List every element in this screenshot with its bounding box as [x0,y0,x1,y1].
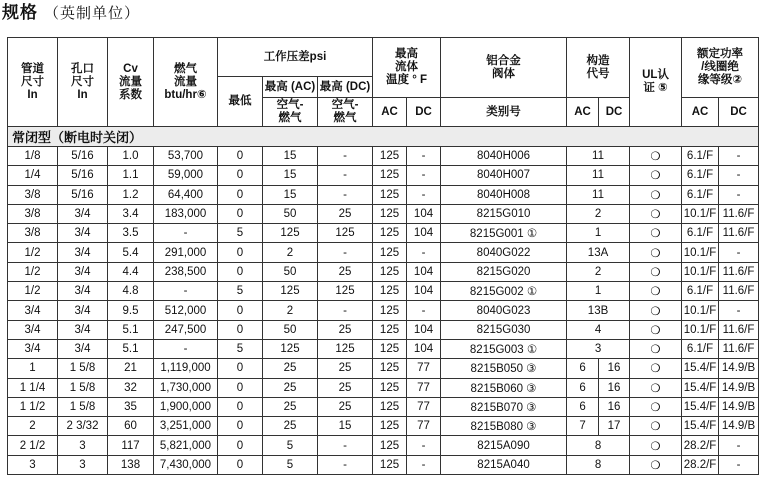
cell-cv: 1.1 [108,166,154,185]
cell-catalog-number: 8215B050 ③ [441,359,567,378]
cell-construction-code: 3 [567,339,630,358]
cell-min-pressure: 0 [218,397,263,416]
cell-construction-code-ac: 7 [567,417,599,436]
heading-title: 规格 [2,3,38,23]
header-catalog: 类别号 [441,98,567,127]
cell-max-ac: 125 [263,339,318,358]
ul-listed-icon: ❍ [630,301,682,320]
header-power: 额定功率 /线圈绝 缘等级② [682,38,759,98]
cell-min-pressure: 0 [218,417,263,436]
cell-max-dc: - [318,436,373,455]
cell-power-ac: 28.2/F [682,455,719,474]
cell-max-ac: 15 [263,166,318,185]
cell-pipe-size: 3/8 [8,204,58,223]
cell-cv: 3.5 [108,224,154,243]
cell-construction-code: 11 [567,166,630,185]
cell-temp-ac: 125 [373,185,407,204]
cell-power-dc: - [719,166,759,185]
cell-orifice-size: 5/16 [58,166,108,185]
cell-max-dc: 25 [318,359,373,378]
cell-max-ac: 2 [263,301,318,320]
cell-construction-code: 2 [567,262,630,281]
cell-max-ac: 15 [263,185,318,204]
cell-pipe-size: 1/2 [8,262,58,281]
ul-listed-icon: ❍ [630,455,682,474]
cell-power-ac: 15.4/F [682,359,719,378]
cell-temp-dc: - [407,436,441,455]
cell-temp-ac: 125 [373,147,407,166]
cell-min-pressure: 0 [218,147,263,166]
cell-construction-code-dc: 16 [599,378,630,397]
cell-gas-flow: 247,500 [154,320,218,339]
cell-construction-code: 11 [567,185,630,204]
cell-cv: 35 [108,397,154,416]
cell-max-dc: 25 [318,320,373,339]
cell-temp-dc: 77 [407,378,441,397]
cell-max-ac: 25 [263,397,318,416]
table-row [8,204,759,223]
cell-gas-flow: - [154,339,218,358]
cell-orifice-size: 1 5/8 [58,359,108,378]
cell-max-dc: 125 [318,339,373,358]
cell-temp-ac: 125 [373,204,407,223]
cell-temp-dc: 104 [407,320,441,339]
cell-max-dc: 25 [318,397,373,416]
cell-cv: 32 [108,378,154,397]
cell-pipe-size: 1 1/2 [8,397,58,416]
cell-catalog-number: 8215A040 [441,455,567,474]
cell-orifice-size: 3/4 [58,204,108,223]
cell-min-pressure: 0 [218,166,263,185]
cell-pipe-size: 3 [8,455,58,474]
cell-catalog-number: 8040G023 [441,301,567,320]
cell-temp-dc: - [407,301,441,320]
cell-gas-flow: 183,000 [154,204,218,223]
cell-power-dc: 11.6/F [719,320,759,339]
cell-power-dc: - [719,455,759,474]
cell-cv: 9.5 [108,301,154,320]
cell-max-ac: 125 [263,282,318,301]
cell-max-ac: 50 [263,204,318,223]
ul-listed-icon: ❍ [630,282,682,301]
cell-gas-flow: 291,000 [154,243,218,262]
cell-temp-ac: 125 [373,397,407,416]
cell-temp-dc: 104 [407,262,441,281]
cell-orifice-size: 3 [58,455,108,474]
header-temp-ac: AC [373,98,407,127]
cell-temp-ac: 125 [373,339,407,358]
cell-cv: 4.4 [108,262,154,281]
ul-listed-icon: ❍ [630,359,682,378]
cell-power-ac: 15.4/F [682,417,719,436]
cell-power-dc: 14.9/B [719,417,759,436]
cell-pipe-size: 2 1/2 [8,436,58,455]
cell-temp-ac: 125 [373,359,407,378]
cell-power-ac: 6.1/F [682,339,719,358]
table-row [8,166,759,185]
cell-orifice-size: 3/4 [58,339,108,358]
cell-construction-code-dc: 16 [599,397,630,416]
ul-listed-icon: ❍ [630,204,682,223]
cell-catalog-number: 8215G030 [441,320,567,339]
header-pipe-size: 管道 尺寸 In [8,38,58,127]
cell-power-dc: 11.6/F [719,262,759,281]
cell-power-ac: 28.2/F [682,436,719,455]
cell-power-dc: - [719,243,759,262]
cell-gas-flow: 1,730,000 [154,378,218,397]
cell-gas-flow: 238,500 [154,262,218,281]
cell-min-pressure: 0 [218,436,263,455]
cell-temp-ac: 125 [373,436,407,455]
cell-pipe-size: 3/4 [8,320,58,339]
ul-listed-icon: ❍ [630,166,682,185]
cell-construction-code-dc: 17 [599,417,630,436]
table-row [8,339,759,358]
table-row [8,320,759,339]
cell-pipe-size: 3/4 [8,301,58,320]
cell-temp-ac: 125 [373,301,407,320]
cell-gas-flow: 1,900,000 [154,397,218,416]
cell-max-dc: - [318,243,373,262]
cell-pipe-size: 1/4 [8,166,58,185]
cell-temp-ac: 125 [373,417,407,436]
cell-catalog-number: 8215B070 ③ [441,397,567,416]
cell-temp-ac: 125 [373,166,407,185]
cell-max-ac: 25 [263,359,318,378]
cell-max-dc: 15 [318,417,373,436]
cell-temp-dc: - [407,166,441,185]
header-power-dc: DC [719,98,759,127]
cell-max-ac: 15 [263,147,318,166]
cell-cv: 60 [108,417,154,436]
header-min: 最低 [218,77,263,127]
cell-max-dc: - [318,147,373,166]
cell-power-dc: - [719,436,759,455]
cell-temp-dc: 77 [407,359,441,378]
cell-construction-code: 1 [567,282,630,301]
cell-pipe-size: 3/4 [8,339,58,358]
cell-power-dc: 11.6/F [719,339,759,358]
cell-orifice-size: 1 5/8 [58,397,108,416]
cell-orifice-size: 2 3/32 [58,417,108,436]
cell-power-dc: - [719,301,759,320]
cell-cv: 117 [108,436,154,455]
cell-catalog-number: 8215G002 ① [441,282,567,301]
page-heading [2,2,140,24]
header-temp-dc: DC [407,98,441,127]
cell-pipe-size: 3/8 [8,224,58,243]
header-ul: UL认 证 ⑤ [630,38,682,127]
cell-catalog-number: 8040H008 [441,185,567,204]
cell-gas-flow: 7,430,000 [154,455,218,474]
cell-construction-code: 1 [567,224,630,243]
cell-max-ac: 50 [263,262,318,281]
ul-listed-icon: ❍ [630,339,682,358]
cell-max-ac: 125 [263,224,318,243]
cell-temp-ac: 125 [373,224,407,243]
cell-temp-dc: - [407,185,441,204]
header-code-ac: AC [567,98,599,127]
cell-gas-flow: - [154,224,218,243]
cell-temp-dc: - [407,147,441,166]
cell-orifice-size: 3/4 [58,282,108,301]
cell-min-pressure: 0 [218,185,263,204]
cell-max-dc: - [318,455,373,474]
cell-cv: 138 [108,455,154,474]
cell-min-pressure: 0 [218,301,263,320]
cell-power-ac: 15.4/F [682,378,719,397]
cell-orifice-size: 3 [58,436,108,455]
header-gas-flow: 燃气 流量 btu/hr⑥ [154,38,218,127]
cell-construction-code-ac: 6 [567,397,599,416]
cell-power-ac: 6.1/F [682,282,719,301]
cell-cv: 1.2 [108,185,154,204]
cell-catalog-number: 8215G001 ① [441,224,567,243]
header-pressure: 工作压差psi [218,38,373,77]
header-alloy-body: 铝合金 阀体 [441,38,567,98]
cell-power-ac: 10.1/F [682,320,719,339]
ul-listed-icon: ❍ [630,185,682,204]
table-row [8,397,759,416]
cell-orifice-size: 3/4 [58,301,108,320]
cell-min-pressure: 5 [218,339,263,358]
cell-orifice-size: 3/4 [58,320,108,339]
cell-power-ac: 10.1/F [682,204,719,223]
cell-gas-flow: 512,000 [154,301,218,320]
header-cv: Cv 流量 系数 [108,38,154,127]
cell-temp-dc: - [407,455,441,474]
cell-gas-flow: - [154,282,218,301]
cell-orifice-size: 3/4 [58,243,108,262]
cell-power-dc: - [719,147,759,166]
cell-gas-flow: 53,700 [154,147,218,166]
table-row [8,301,759,320]
ul-listed-icon: ❍ [630,436,682,455]
table-row [8,417,759,436]
header-max-dc: 最高 (DC) [318,77,373,98]
cell-min-pressure: 5 [218,224,263,243]
cell-cv: 5.1 [108,339,154,358]
cell-cv: 5.1 [108,320,154,339]
cell-min-pressure: 0 [218,243,263,262]
header-power-ac: AC [682,98,719,127]
cell-orifice-size: 5/16 [58,185,108,204]
ul-listed-icon: ❍ [630,243,682,262]
cell-power-ac: 6.1/F [682,147,719,166]
header-construction: 构造 代号 [567,38,630,98]
cell-pipe-size: 1/2 [8,243,58,262]
cell-min-pressure: 0 [218,359,263,378]
cell-pipe-size: 2 [8,417,58,436]
cell-temp-dc: 104 [407,204,441,223]
table-row [8,359,759,378]
cell-pipe-size: 3/8 [8,185,58,204]
cell-pipe-size: 1/2 [8,282,58,301]
cell-temp-dc: 77 [407,397,441,416]
cell-temp-dc: 104 [407,224,441,243]
ul-listed-icon: ❍ [630,320,682,339]
cell-max-dc: 125 [318,282,373,301]
cell-temp-ac: 125 [373,320,407,339]
cell-construction-code: 13A [567,243,630,262]
cell-pipe-size: 1 [8,359,58,378]
cell-orifice-size: 3/4 [58,262,108,281]
cell-gas-flow: 3,251,000 [154,417,218,436]
cell-catalog-number: 8215G020 [441,262,567,281]
cell-construction-code: 13B [567,301,630,320]
cell-temp-dc: - [407,243,441,262]
cell-max-dc: 25 [318,204,373,223]
header-max-ac: 最高 (AC) [263,77,318,98]
cell-power-dc: 11.6/F [719,224,759,243]
cell-min-pressure: 0 [218,378,263,397]
cell-catalog-number: 8215A090 [441,436,567,455]
cell-min-pressure: 0 [218,320,263,339]
table-row [8,282,759,301]
cell-min-pressure: 5 [218,282,263,301]
ul-listed-icon: ❍ [630,417,682,436]
cell-catalog-number: 8215B060 ③ [441,378,567,397]
cell-max-dc: 125 [318,224,373,243]
cell-construction-code: 8 [567,455,630,474]
cell-temp-ac: 125 [373,262,407,281]
cell-cv: 1.0 [108,147,154,166]
cell-power-dc: 11.6/F [719,204,759,223]
cell-construction-code: 4 [567,320,630,339]
cell-catalog-number: 8215G010 [441,204,567,223]
cell-power-ac: 6.1/F [682,224,719,243]
spec-table [7,37,759,475]
ul-listed-icon: ❍ [630,224,682,243]
cell-cv: 3.4 [108,204,154,223]
cell-max-dc: - [318,185,373,204]
cell-temp-dc: 77 [407,417,441,436]
cell-power-dc: 11.6/F [719,282,759,301]
cell-power-ac: 6.1/F [682,166,719,185]
cell-temp-dc: 104 [407,282,441,301]
cell-construction-code-dc: 16 [599,359,630,378]
cell-max-ac: 5 [263,455,318,474]
cell-orifice-size: 1 5/8 [58,378,108,397]
cell-temp-ac: 125 [373,282,407,301]
section-row [8,127,759,147]
cell-max-dc: 25 [318,378,373,397]
header-max-temp: 最高 流体 温度 ° F [373,38,441,98]
cell-construction-code-ac: 6 [567,378,599,397]
cell-power-ac: 10.1/F [682,243,719,262]
cell-cv: 21 [108,359,154,378]
table-row [8,147,759,166]
cell-construction-code: 8 [567,436,630,455]
cell-power-ac: 10.1/F [682,262,719,281]
cell-power-dc: 14.9/B [719,378,759,397]
cell-power-ac: 6.1/F [682,185,719,204]
cell-gas-flow: 1,119,000 [154,359,218,378]
cell-max-ac: 25 [263,417,318,436]
cell-power-ac: 10.1/F [682,301,719,320]
cell-catalog-number: 8040H007 [441,166,567,185]
table-row [8,378,759,397]
cell-min-pressure: 0 [218,455,263,474]
cell-catalog-number: 8040H006 [441,147,567,166]
cell-gas-flow: 64,400 [154,185,218,204]
cell-max-ac: 5 [263,436,318,455]
ul-listed-icon: ❍ [630,378,682,397]
heading-subtitle: （英制单位） [44,4,141,22]
table-row [8,455,759,474]
cell-temp-ac: 125 [373,455,407,474]
table-row [8,262,759,281]
cell-gas-flow: 5,821,000 [154,436,218,455]
ul-listed-icon: ❍ [630,147,682,166]
cell-catalog-number: 8215B080 ③ [441,417,567,436]
header-air-gas-dc: 空气- 燃气 [318,98,373,127]
ul-listed-icon: ❍ [630,262,682,281]
section-title: 常闭型（断电时关闭） [8,127,759,147]
cell-construction-code-ac: 6 [567,359,599,378]
header-air-gas-ac: 空气- 燃气 [263,98,318,127]
cell-min-pressure: 0 [218,262,263,281]
cell-power-dc: 14.9/B [719,359,759,378]
cell-construction-code: 2 [567,204,630,223]
cell-orifice-size: 5/16 [58,147,108,166]
ul-listed-icon: ❍ [630,397,682,416]
header-orifice-size: 孔口 尺寸 In [58,38,108,127]
cell-orifice-size: 3/4 [58,224,108,243]
table-row [8,436,759,455]
cell-cv: 4.8 [108,282,154,301]
table-row [8,243,759,262]
cell-power-ac: 15.4/F [682,397,719,416]
cell-catalog-number: 8215G003 ① [441,339,567,358]
cell-max-dc: 25 [318,262,373,281]
cell-temp-dc: 104 [407,339,441,358]
cell-pipe-size: 1/8 [8,147,58,166]
cell-max-ac: 50 [263,320,318,339]
cell-temp-ac: 125 [373,378,407,397]
cell-cv: 5.4 [108,243,154,262]
cell-power-dc: - [719,185,759,204]
cell-catalog-number: 8040G022 [441,243,567,262]
cell-min-pressure: 0 [218,204,263,223]
table-row [8,185,759,204]
cell-max-ac: 2 [263,243,318,262]
cell-construction-code: 11 [567,147,630,166]
cell-pipe-size: 1 1/4 [8,378,58,397]
cell-max-dc: - [318,166,373,185]
cell-gas-flow: 59,000 [154,166,218,185]
cell-max-ac: 25 [263,378,318,397]
header-code-dc: DC [599,98,630,127]
cell-power-dc: 14.9/B [719,397,759,416]
cell-max-dc: - [318,301,373,320]
cell-temp-ac: 125 [373,243,407,262]
table-row [8,224,759,243]
